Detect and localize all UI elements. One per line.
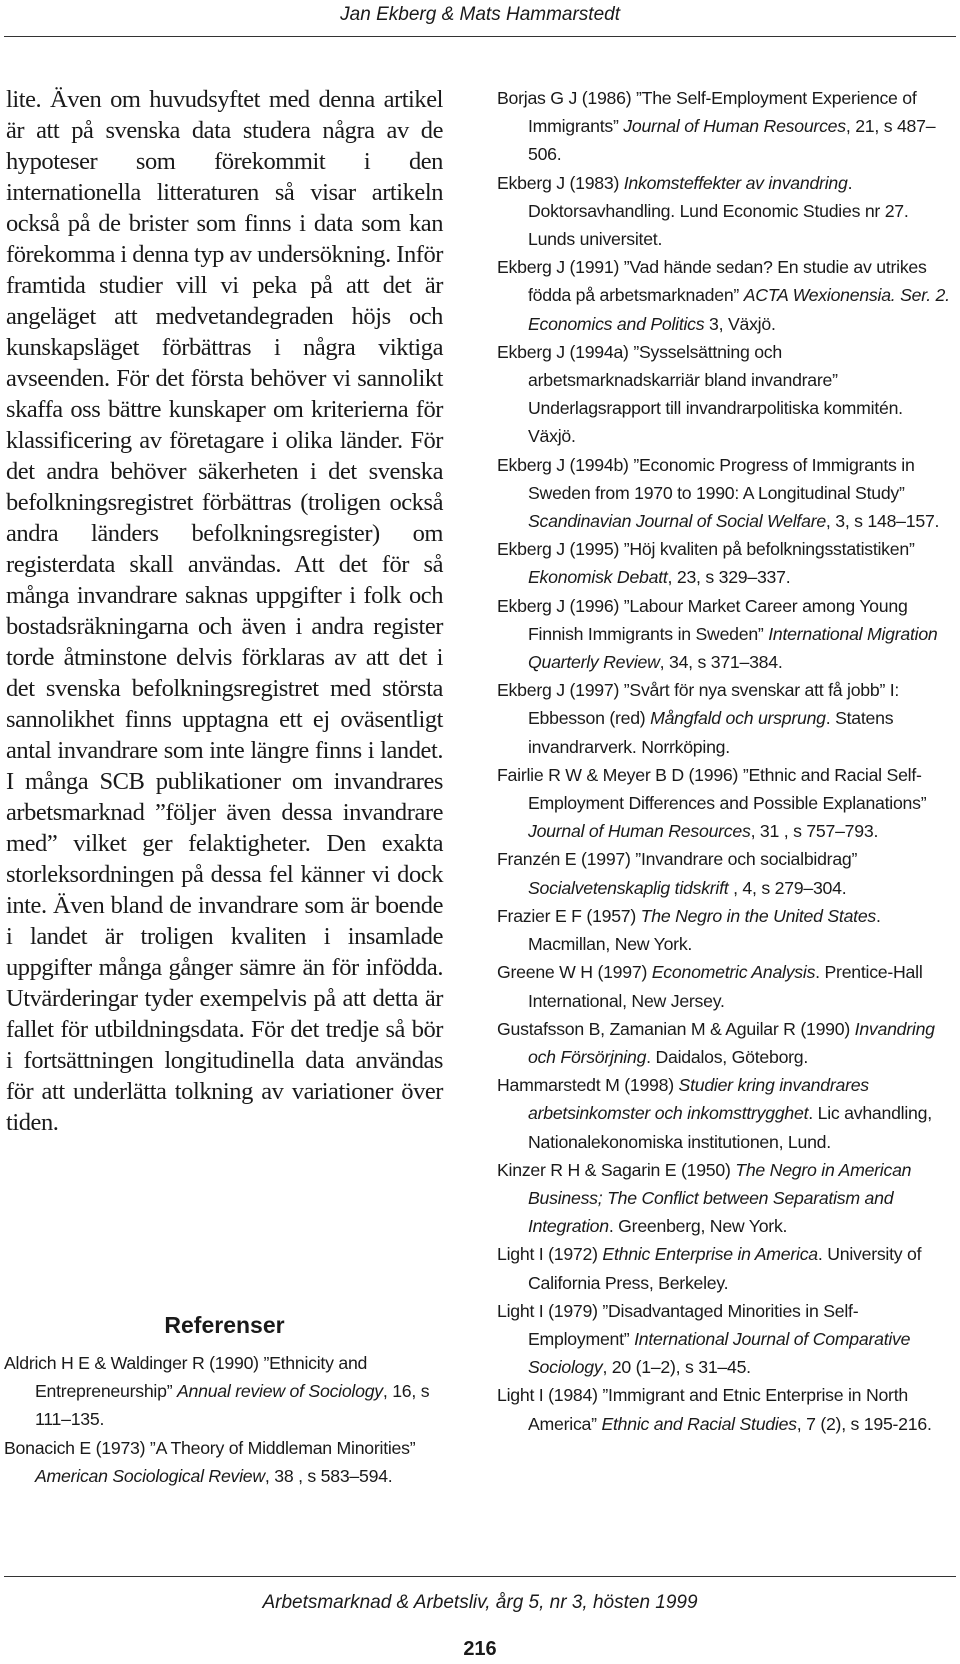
reference-entry: Greene W H (1997) Econometric Analysis. Prentice-Hall International, New Jersey. <box>497 962 923 1011</box>
reference-entry: Ekberg J (1996) ”Labour Market Career among Young Finnish Immigrants in Sweden” International Migration Quarterly Review, 34, s 371–384. <box>497 595 938 673</box>
footer-journal-citation: Arbetsmarknad & Arbetsliv, årg 5, nr 3, hösten 1999 <box>262 1592 698 1613</box>
reference-entry: Ekberg J (1997) ”Svårt för nya svenskar att få jobb” I: Ebbesson (red) Mångfald och ursprung. Statens invandrarverk. Norrköping. <box>497 680 900 757</box>
reference-entry: Aldrich H E & Waldinger R (1990) ”Ethnicity and Entrepreneurship” Annual review of Sociology, 16, s 111–135. <box>4 1353 430 1430</box>
reference-entry: Ekberg J (1994a) ”Sysselsättning och arbetsmarknadskarriär bland invandrare” Underlagsrapport till invandrarpolitiska kommitén. Växjö. <box>497 341 903 447</box>
reference-entry: Ekberg J (1994b) ”Economic Progress of Immigrants in Sweden from 1970 to 1990: A Longitudinal Study” Scandinavian Journal of Social Welfare, 3, s 148–157. <box>497 454 940 532</box>
references-heading: Referenser <box>164 1312 285 1338</box>
footer-divider <box>4 1576 956 1577</box>
reference-entry: Ekberg J (1995) ”Höj kvaliten på befolkningsstatistiken” Ekonomisk Debatt, 23, s 329–337. <box>497 539 915 588</box>
header-divider <box>4 36 956 37</box>
reference-entry: Franzén E (1997) ”Invandrare och socialbidrag” Socialvetenskaplig tidskrift , 4, s 279–304. <box>497 849 858 898</box>
reference-entry: Bonacich E (1973) ”A Theory of Middleman Minorities” American Sociological Review, 38 , s 583–594. <box>4 1437 416 1486</box>
references-list-right <box>497 84 955 1438</box>
reference-entry: Borjas G J (1986) ”The Self-Employment Experience of Immigrants” Journal of Human Resources, 21, s 487–506. <box>497 88 936 165</box>
reference-entry: Light I (1972) Ethnic Enterprise in America. University of California Press, Berkeley. <box>497 1244 922 1293</box>
reference-entry: Kinzer R H & Sagarin E (1950) The Negro in American Business; The Conflict between Separatism and Integration. Greenberg, New York. <box>497 1159 912 1237</box>
page-number: 216 <box>463 1638 497 1660</box>
reference-entry: Frazier E F (1957) The Negro in the United States. Macmillan, New York. <box>497 905 881 955</box>
header-authors: Jan Ekberg & Mats Hammarstedt <box>340 4 620 25</box>
reference-entry: Fairlie R W & Meyer B D (1996) ”Ethnic and Racial Self-Employment Differences and Possible Explanations” Journal of Human Resources, 31 , s 757–793. <box>497 764 927 842</box>
reference-entry: Light I (1984) ”Immigrant and Etnic Enterprise in North America” Ethnic and Racial Studies, 7 (2), s 195-216. <box>497 1385 932 1434</box>
references-list-left <box>4 1349 444 1490</box>
reference-entry: Light I (1979) ”Disadvantaged Minorities in Self-Employment” International Journal of Comparative Sociology, 20 (1–2), s 31–45. <box>497 1300 911 1378</box>
reference-entry: Ekberg J (1991) ”Vad hände sedan? En studie av utrikes födda på arbetsmarknaden” ACTA Wexionensia. Ser. 2. Economics and Politics 3, Växjö. <box>497 257 950 334</box>
running-header <box>0 0 960 36</box>
body-paragraph: lite. Även om huvudsyftet med denna artikel är att på svenska data studera några av de hypoteser som förekommit i den internationella litteraturen så visar artikeln också på de brister som finns i data som kan förekomma i denna typ av undersökning. Inför framtida studier vill vi peka på att det är angeläget att medvetandegraden höjs och kunskapsläget förbättras i några viktiga avseenden. För det första behöver vi sannolikt skaffa oss bättre kunskaper om kriterierna för klassificering av företagare i olika länder. För det andra behöver säkerheten i det svenska befolkningsregistret förbättras (troligen också andra länders befolkningsregister) om registerdata skall användas. Att det för så många invandrare saknas uppgifter i folk och bostadsräkningarna och även i andra register torde åtminstone delvis förklaras av att det i det svenska befolkningsregistret med största sannolikhet finns upptagna ett ej oväsentligt antal invandrare som inte längre finns i landet. I många SCB publikationer om invandrares arbetsmarknad ”följer även dessa invandrare med” vilket ger felaktigheter. Den exakta storleksordningen på dessa fel känner vi dock inte. Även bland de invandrare som är boende i landet är troligen kvaliten i insamlade uppgifter många gånger sämre än för infödda. Utvärderingar tyder exempelvis på att detta är fallet för utbildningsdata. För det tredje så bör i fortsättningen longitudinella data användas för att underlätta tolkning av variationer över tiden. <box>6 86 443 1136</box>
reference-entry: Gustafsson B, Zamanian M & Aguilar R (1990) Invandring och Försörjning. Daidalos, Göteborg. <box>497 1018 935 1067</box>
reference-entry: Ekberg J (1983) Inkomsteffekter av invandring. Doktorsavhandling. Lund Economic Studies nr 27. Lunds universitet. <box>497 172 909 250</box>
reference-entry: Hammarstedt M (1998) Studier kring invandrares arbetsinkomster och inkomsttrygghet. Lic avhandling, Nationalekonomiska institutionen, Lund. <box>497 1075 932 1152</box>
